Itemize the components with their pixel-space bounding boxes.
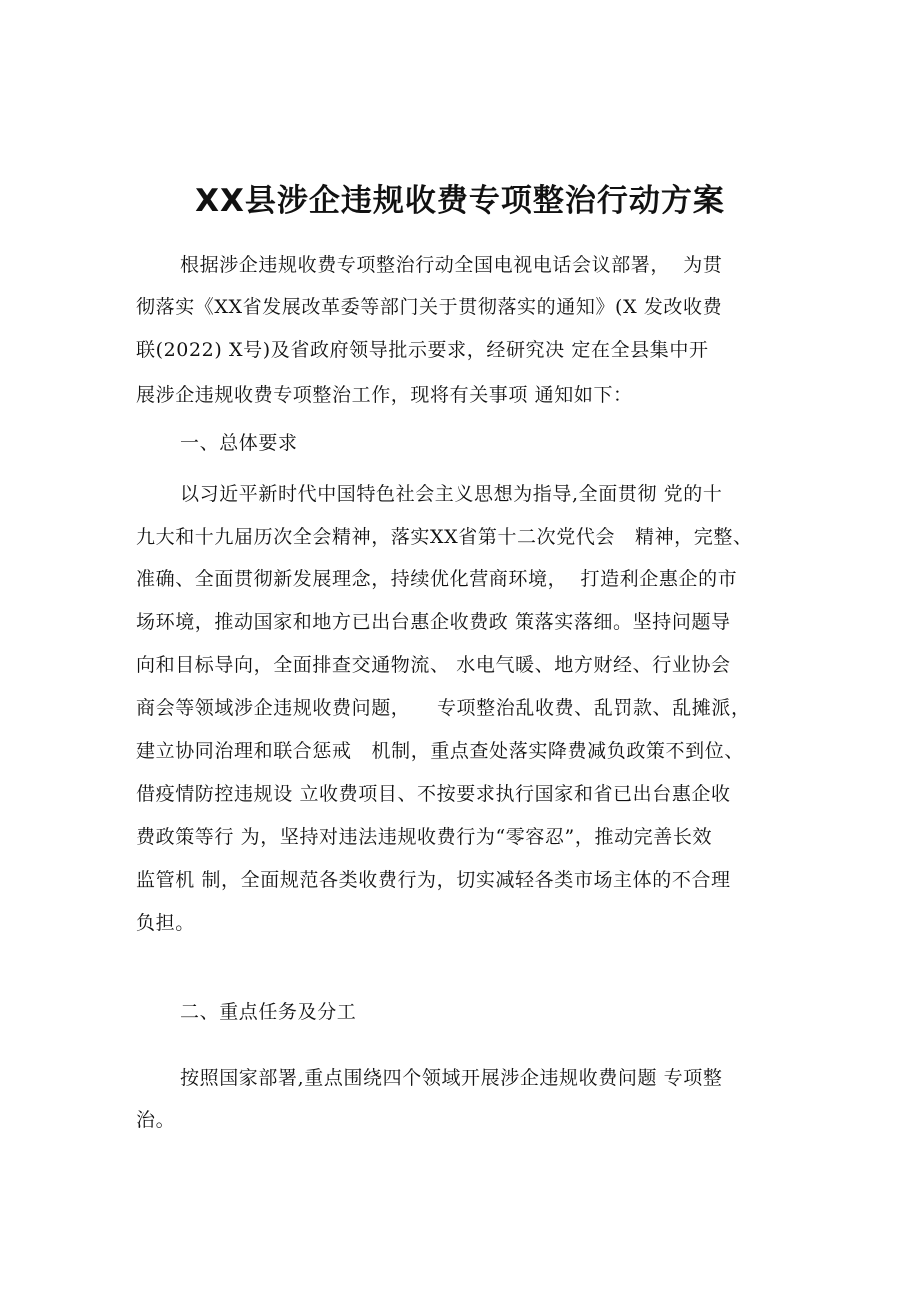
paragraph-tasks-line-2: 治。 xyxy=(136,1109,176,1131)
paragraph-requirements-line-11: 负担。 xyxy=(136,912,195,934)
document-title: XX县涉企违规收费专项整治行动方案 xyxy=(195,183,725,219)
paragraph-intro-line-1: 根据涉企违规收费专项整治行动全国电视电话会议部署， 为贯 xyxy=(180,254,723,276)
paragraph-intro-line-3: 联(2022) X号)及省政府领导批示要求，经研究决 定在全县集中开 xyxy=(136,339,709,361)
paragraph-requirements-line-6: 商会等领域涉企违规收费问题， 专项整治乱收费、乱罚款、乱摊派， xyxy=(136,697,751,719)
paragraph-requirements-line-8: 借疫情防控违规设 立收费项目、不按要求执行国家和省已出台惠企收 xyxy=(136,783,731,805)
section-heading-1: 一、总体要求 xyxy=(180,432,298,454)
paragraph-requirements-line-2: 九大和十九届历次全会精神，落实XX省第十二次党代会 精神，完整、 xyxy=(136,526,753,548)
paragraph-requirements-line-5: 向和目标导向，全面排查交通物流、 水电气暖、地方财经、行业协会 xyxy=(136,654,731,676)
paragraph-requirements-line-7: 建立协同治理和联合惩戒 机制，重点查处落实降费减负政策不到位、 xyxy=(136,740,744,762)
paragraph-requirements-line-9: 费政策等行 为，坚持对违法违规收费行为“零容忍”，推动完善长效 xyxy=(136,826,713,848)
paragraph-intro-line-4: 展涉企违规收费专项整治工作，现将有关事项 通知如下： xyxy=(136,384,633,406)
paragraph-requirements-line-10: 监管机 制，全面规范各类收费行为，切实减轻各类市场主体的不合理 xyxy=(136,869,731,891)
paragraph-intro-line-2: 彻落实《XX省发展改革委等部门关于贯彻落实的通知》(X 发改收费 xyxy=(136,296,723,318)
section-heading-2: 二、重点任务及分工 xyxy=(180,1001,357,1023)
paragraph-tasks-line-1: 按照国家部署,重点围绕四个领域开展涉企违规收费问题 专项整 xyxy=(180,1067,723,1089)
paragraph-requirements-line-4: 场环境，推动国家和地方已出台惠企收费政 策落实落细。坚持问题导 xyxy=(136,611,731,633)
paragraph-requirements-line-3: 准确、全面贯彻新发展理念，持续优化营商环境， 打造利企惠企的市 xyxy=(136,568,738,590)
paragraph-requirements-line-1: 以习近平新时代中国特色社会主义思想为指导,全面贯彻 党的十 xyxy=(180,483,723,505)
